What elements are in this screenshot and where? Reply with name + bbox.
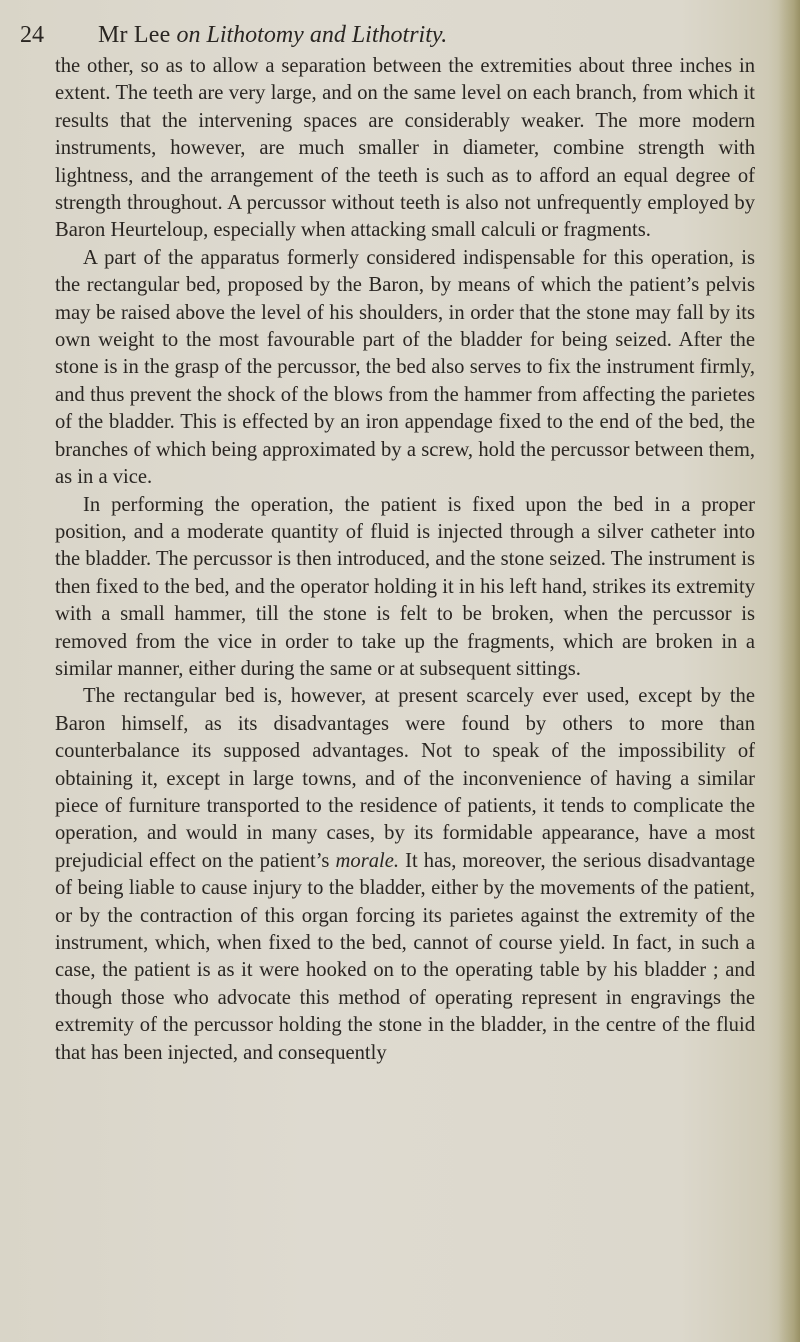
body-text: [55, 53, 755, 1067]
running-head: [20, 18, 760, 52]
paragraph-percussor-teeth: the other, so as to allow a separation between the extremities about three inches in extent. The teeth are very large, and on the same level on each branch, from which it results that the intervening spaces are considerably weaker. The more modern instruments, however, are much smaller in diameter, combine strength with lightness, and the arrangement of the teeth is such as to afford an equal degree of strength throughout. A percussor without teeth is also not unfrequently employed by Baron Heurteloup, especially when attacking small calculi or fragments.: [55, 55, 755, 242]
page-edge-shadow: [778, 0, 800, 1342]
paragraph-disadvantages: [55, 683, 755, 1067]
running-head-author: Mr Lee: [98, 22, 171, 48]
page-number: 24: [20, 22, 44, 48]
paragraph-disadvantages-part-1: The rectangular bed is, however, at present scarcely ever used, except by the Baron himself, as its disadvantages were found by others to more than counterbalance its supposed advantages. Not to speak of the impossibility of obtaining it, except in large towns, and of the inconvenience of having a similar piece of furniture transported to the residence of patients, it tends to complicate the operation, and would in many cases, by its formidable appearance, have a most prejudicial effect on the patient’s: [55, 685, 755, 872]
running-head-title: Lithotomy and Lithotrity.: [206, 22, 448, 48]
paragraph-disadvantages-part-2: It has, moreover, the serious disadvantage of being liable to cause injury to the bladder, either by the movements of the patient, or by the contraction of this organ forcing its parietes against the extremity of the instrument, which, when fixed to the bed, cannot of course yield. In fact, in such a case, the patient is as it were hooked on to the operating table by his bladder ; and though those who advocate this method of operating represent in engravings the extremity of the percussor holding the stone in the bladder, in the centre of the fluid that has been injected, and consequently: [55, 849, 755, 1064]
running-head-connector: on: [176, 22, 201, 48]
paragraph-rectangular-bed: A part of the apparatus formerly considered indispensable for this operation, is the rectangular bed, proposed by the Baron, by means of which the patient’s pelvis may be raised above the level of his shoulders, in order that the stone may fall by its own weight to the most favourable part of the bladder for being seized. After the stone is in the grasp of the percussor, the bed also serves to fix the instrument firmly, and thus prevent the shock of the blows from the hammer from affecting the parietes of the bladder. This is effected by an iron appendage fixed to the end of the bed, the branches of which being approximated by a screw, hold the percussor between them, as in a vice.: [55, 246, 755, 489]
paragraph-performing-operation: In performing the operation, the patient is fixed upon the bed in a proper position, and a moderate quantity of fluid is injected through a silver catheter into the bladder. The percussor is then introduced, and the stone seized. The instrument is then fixed to the bed, and the operator holding it in his left hand, strikes its extremity with a small hammer, till the stone is felt to be broken, when the percussor is removed from the vice in order to take up the fragments, which are broken in a similar manner, either during the same or at subsequent sittings.: [55, 493, 755, 680]
italic-morale: morale.: [335, 849, 400, 872]
